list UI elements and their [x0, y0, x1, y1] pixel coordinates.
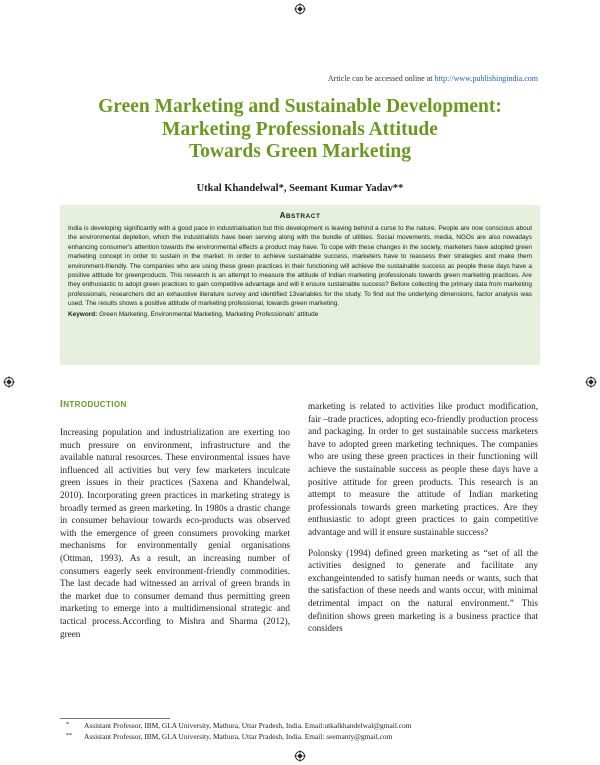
keywords	[68, 310, 532, 319]
right-column	[308, 400, 538, 643]
footnote	[60, 732, 540, 743]
registration-mark-icon	[294, 3, 306, 15]
left-column	[60, 426, 290, 648]
body-paragraph: Polonsky (1994) defined green marketing as “set of all the activities designed to generate and facilitate any exchangeintended to satisfy human needs or wants, such that the satisfaction of these needs and wants occur, with minimal detrimental impact on the natural environment.” This definition shows green marketing is a business practice that considers	[308, 547, 538, 634]
abstract-heading	[68, 211, 532, 220]
introduction-heading	[60, 399, 127, 410]
title-line: Green Marketing and Sustainable Development:	[98, 96, 502, 117]
authors: Utkal Khandelwal*, Seemant Kumar Yadav**	[196, 183, 404, 194]
abstract-heading-rest: BSTRACT	[285, 213, 321, 220]
registration-mark-icon	[3, 376, 15, 388]
footnote-mark: **	[66, 732, 72, 739]
title-line: Marketing Professionals Attitude	[162, 118, 438, 140]
footnote-divider	[60, 718, 170, 719]
abstract-text: India is developing significantly with a good pace in industrialisation but this development is leaving behind a curse to the nature. People are now conscious about the environmental depletion, which the industrialists have been serving along with the bundle of utilities. Social movements, media, NGOs are also nowadays enhancing consumer's attention towards the environmental effects a product may have. To cope with these changes in the society, marketers have adopted green marketing concept in order to sustain in the market. In order to achieve sustainable success, marketers have to reassess their strategies and make them environment-friendly. The companies who are using these green practices in their functioning will achieve the sustainable success as people these days have a positive attitude for greenproducts. This research is an attempt to measure the attitude of Indian marketing professionals towards green marketing practices. Are they enthusiastic to adopt green practices to gain competitive advantage and will it ensure sustainable success? Before collecting the primary data from marketing professionals, researchers did an exhaustive literature survey and identified 13variables for the study. To find out the underlying dimensions, factor analysis was used. The results shows a positive attitude of marketing professional, towards green marketing.	[68, 225, 532, 308]
body-paragraph: marketing is related to activities like product modification, fair –trade practices, adopting eco-friendly production process and packaging. In order to get sustainable success marketers have to adopted green marketing techniques. The companies who are using these green practices in their functioning will achieve the sustainable success as people these days have a positive attitude for green products. This research is an attempt to measure the attitude of Indian marketing professionals towards green marketing practices. Are they enthusiastic to adopt green practices to gain competitive advantage and will it ensure sustainable success?	[308, 401, 538, 537]
access-note-prefix: Article can be accessed online at	[327, 74, 433, 83]
access-note	[328, 74, 538, 83]
footnote	[60, 721, 540, 732]
body-paragraph: Increasing population and industrialization are exerting too much pressure on environment, infrastructure and the available natural resources. These environmental issues have influenced all activities but very few marketers inculcate green issues in their practices (Saxena and Khandelwal, 2010). Incorporating green practices in marketing strategy is broadly termed as green marketing. In 1980s a drastic change in consumer behaviour towards eco-products was observed with the emergence of green consumers provoking market mechanisms for environmentally genial organisations (Ottman, 1993). As a result, an increasing number of consumers eagerly seek environment-friendly commodities. The last decade had witnessed an arrival of green brands in the market due to consumer demand thus permitting green marketing to emerge into a multidimensional strategic and tactical process.According to Mishra and Sharma (2012), green	[60, 427, 290, 639]
paper-title	[40, 96, 560, 164]
abstract-box	[60, 205, 540, 365]
registration-mark-icon	[294, 750, 306, 762]
introduction-heading-initial: I	[60, 399, 64, 410]
keyword-label: Keyword:	[68, 310, 98, 318]
abstract-heading-initial: A	[279, 211, 286, 220]
footnote-mark: *	[66, 722, 69, 728]
registration-mark-icon	[585, 376, 597, 388]
title-line: Towards Green Marketing	[188, 141, 412, 162]
publisher-link[interactable]: http://www.publishingindia.com	[434, 74, 538, 83]
footnote-text: Assistant Professor, IBM, GLA University, Mathura, Uttar Pradesh, India. Email:utkalkhandelwal@gmail.com	[84, 721, 412, 730]
footnote-text: Assistant Professor, IBM, GLA University, Mathura, Uttar Pradesh, India. Email: seemanty@gmail.com	[84, 731, 393, 741]
keyword-list: Green Marketing, Environmental Marketing, Marketing Professionals' attitude	[99, 310, 319, 318]
footnotes	[60, 721, 540, 742]
introduction-heading-rest: NTRODUCTION	[63, 400, 127, 409]
